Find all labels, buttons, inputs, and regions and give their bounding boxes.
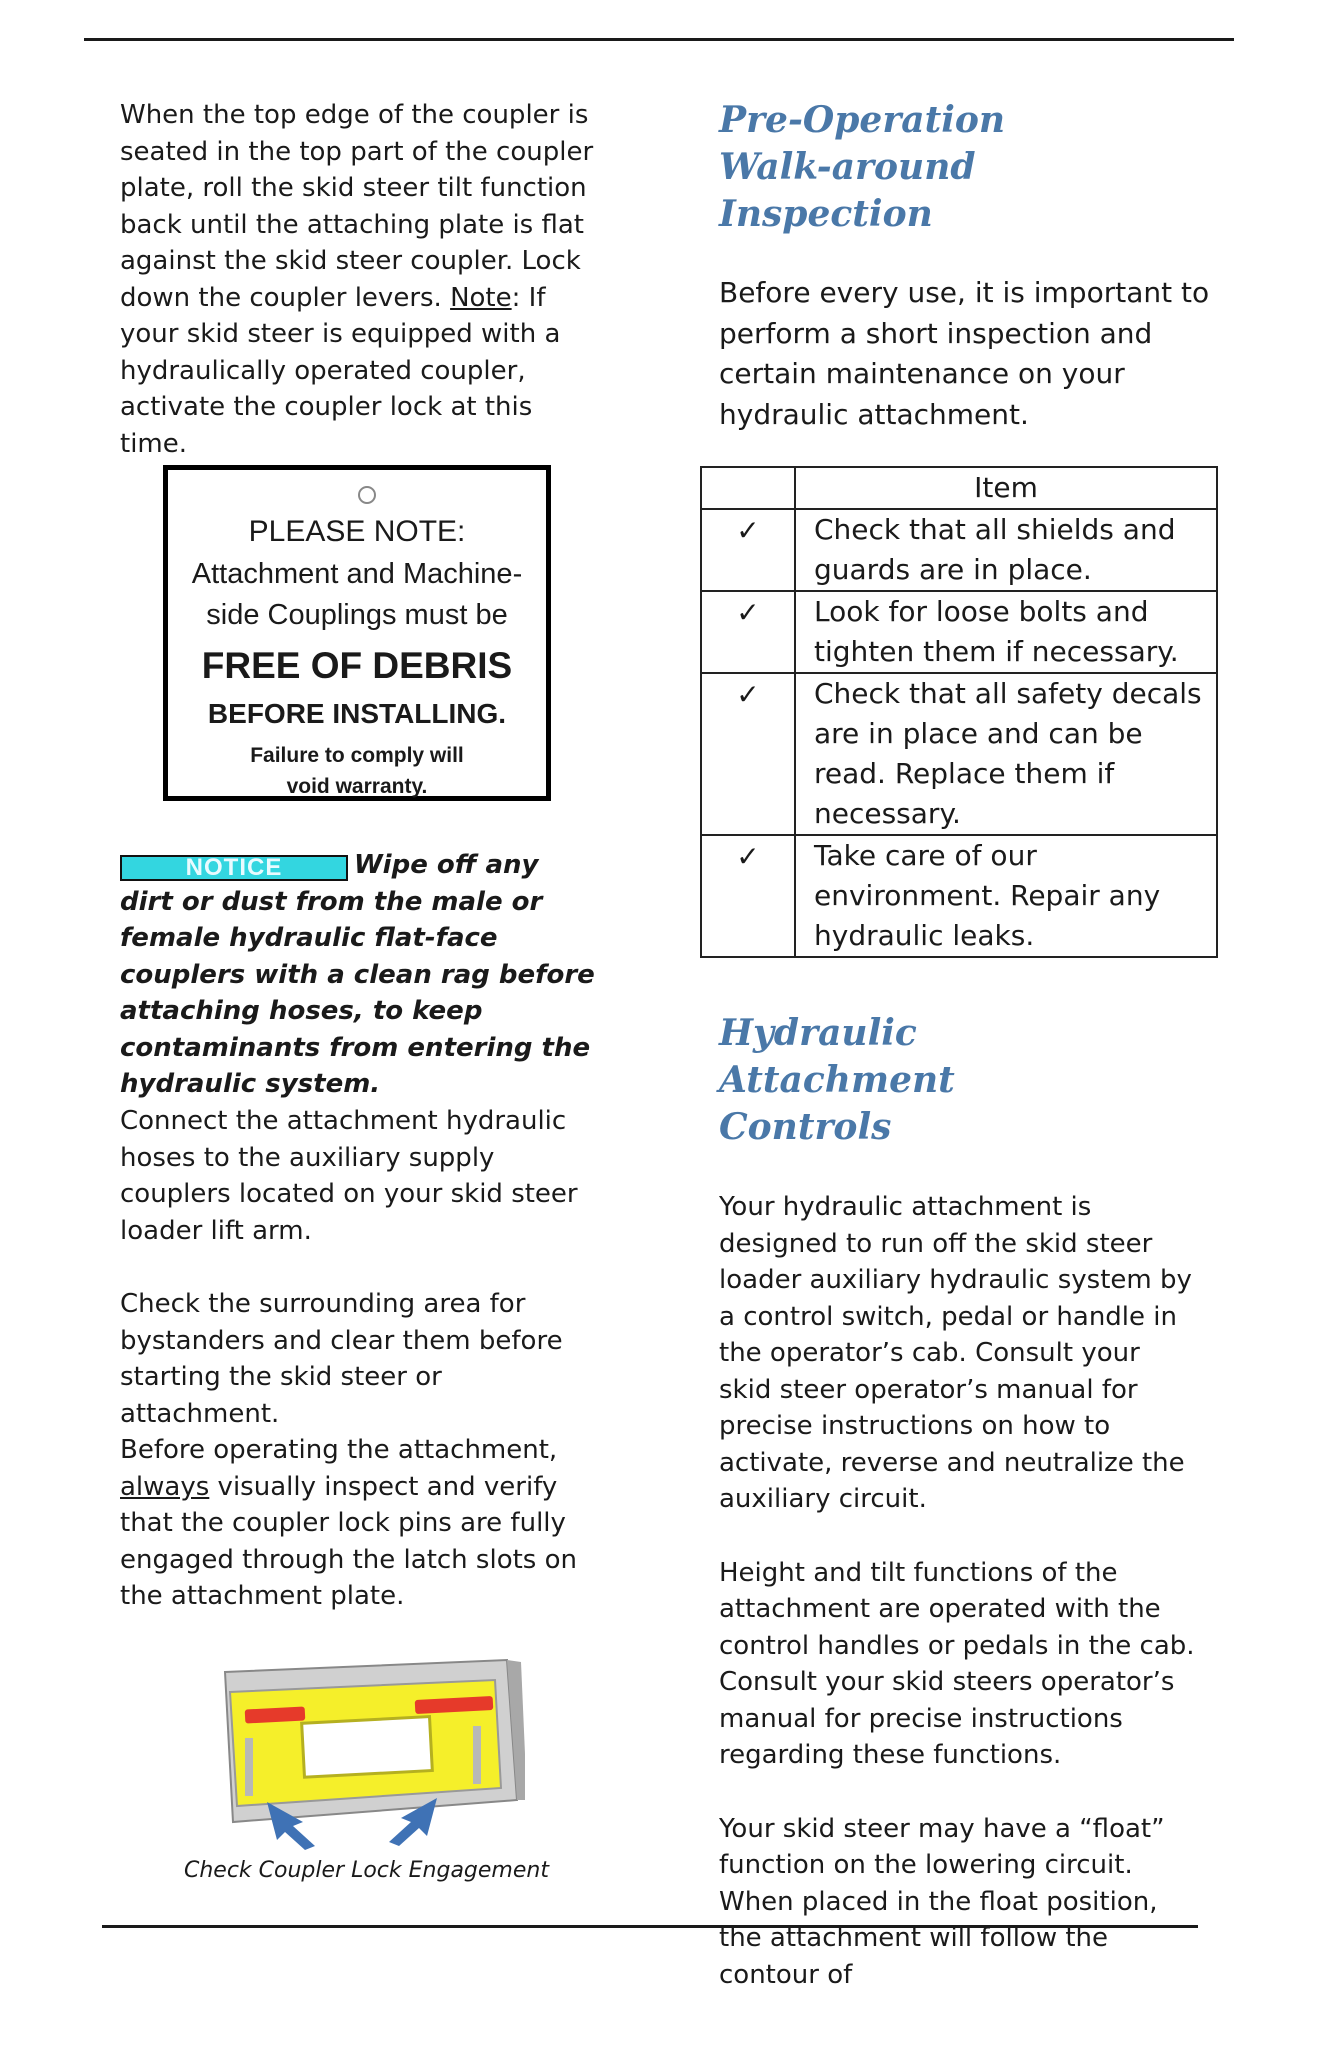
left-column (120, 97, 595, 462)
check-mark-icon: ✓ (701, 591, 795, 673)
check-mark-icon: ✓ (701, 509, 795, 591)
controls-paragraph-1: Your hydraulic attachment is designed to run off the skid steer loader auxiliary hydraulic system by a control switch, pedal or handle in the operator’s cab. Consult your skid steer operator’s manual for precise instructions on how to activate, reverse and neutralize the auxiliary circuit. (719, 1192, 1192, 1514)
intro-paragraph: When the top edge of the coupler is seated in the top part of the coupler plate, roll the skid steer tilt function back until the attaching plate is flat against the skid steer coupler. Lock down the coupler levers. Note: If your skid steer is equipped with a hydraulically operated coupler, activate the coupler lock at this time. (120, 100, 594, 459)
check-area-paragraph-block (120, 1286, 595, 1432)
table-cell: Check that all shields and guards are in place. (795, 509, 1217, 591)
check-mark-icon: ✓ (701, 673, 795, 835)
sign-hole-icon (358, 486, 376, 504)
sign-line-1: PLEASE NOTE: (248, 515, 466, 548)
inspection-checklist-table (700, 466, 1218, 958)
sign-line-2: Attachment and Machine- (191, 558, 523, 590)
table-header-item: Item (795, 467, 1217, 509)
sign-line-3: side Couplings must be (206, 599, 508, 631)
before-operating-block (120, 1432, 600, 1615)
notice-text: Wipe off any dirt or dust from the male or female hydraulic flat-face couplers with a clean rag before attaching hoses, to keep contaminants from entering the hydraulic system. (120, 850, 595, 1099)
table-header-row (701, 467, 1217, 509)
table-row (701, 591, 1217, 673)
controls-paragraph-2: Height and tilt functions of the attachment are operated with the control handles or pedals in the cab. Consult your skid steers operator’s manual for precise instructions regarding these functions. (719, 1557, 1195, 1770)
table-row (701, 673, 1217, 835)
right-column-top (719, 97, 1219, 435)
table-cell: Take care of our environment. Repair any hydraulic leaks. (795, 835, 1217, 957)
sign-line-6: Failure to comply will void warranty. (250, 744, 464, 798)
table-cell: Check that all safety decals are in place and can be read. Replace them if necessary. (795, 673, 1217, 835)
notice-badge: NOTICE (120, 855, 348, 881)
table-row (701, 509, 1217, 591)
sign-line-4: FREE OF DEBRIS (201, 645, 513, 686)
table-cell: Look for loose bolts and tighten them if necessary. (795, 591, 1217, 673)
notice-block (120, 847, 595, 1103)
connect-paragraph: Connect the attachment hydraulic hoses to the auxiliary supply couplers located on your skid steer loader lift arm. (120, 1106, 578, 1246)
controls-paragraph-3: Your skid steer may have a “float” function on the lowering circuit. When placed in the float position, the attachment will follow the contour of (719, 1813, 1165, 1990)
please-note-sign (163, 465, 551, 801)
walkaround-intro: Before every use, it is important to perform a short inspection and certain maintenance on your hydraulic attachment. (719, 276, 1210, 431)
before-operating-paragraph: Before operating the attachment, always visually inspect and verify that the coupler lock pins are fully engaged through the latch slots on the attachment plate. (120, 1435, 577, 1611)
connect-paragraph-block (120, 1103, 595, 1249)
check-mark-icon: ✓ (701, 835, 795, 957)
note-label: Note (450, 282, 512, 313)
table-header-blank (701, 467, 795, 509)
top-rule (84, 38, 1234, 41)
check-area-paragraph: Check the surrounding area for bystanders and clear them before starting the skid steer or attachment. (120, 1289, 563, 1429)
always-underlined: always (120, 1471, 210, 1502)
heading-walkaround: Pre-Operation Walk-around Inspection (719, 99, 1006, 235)
table-row (701, 835, 1217, 957)
heading-controls: Hydraulic Attachment Controls (719, 1012, 955, 1148)
right-column-bottom (719, 1010, 1199, 1993)
figure-caption: Check Coupler Lock Engagement (184, 1858, 549, 1883)
sign-line-5: BEFORE INSTALLING. (207, 698, 507, 729)
coupler-plate-illustration (205, 1650, 525, 1850)
